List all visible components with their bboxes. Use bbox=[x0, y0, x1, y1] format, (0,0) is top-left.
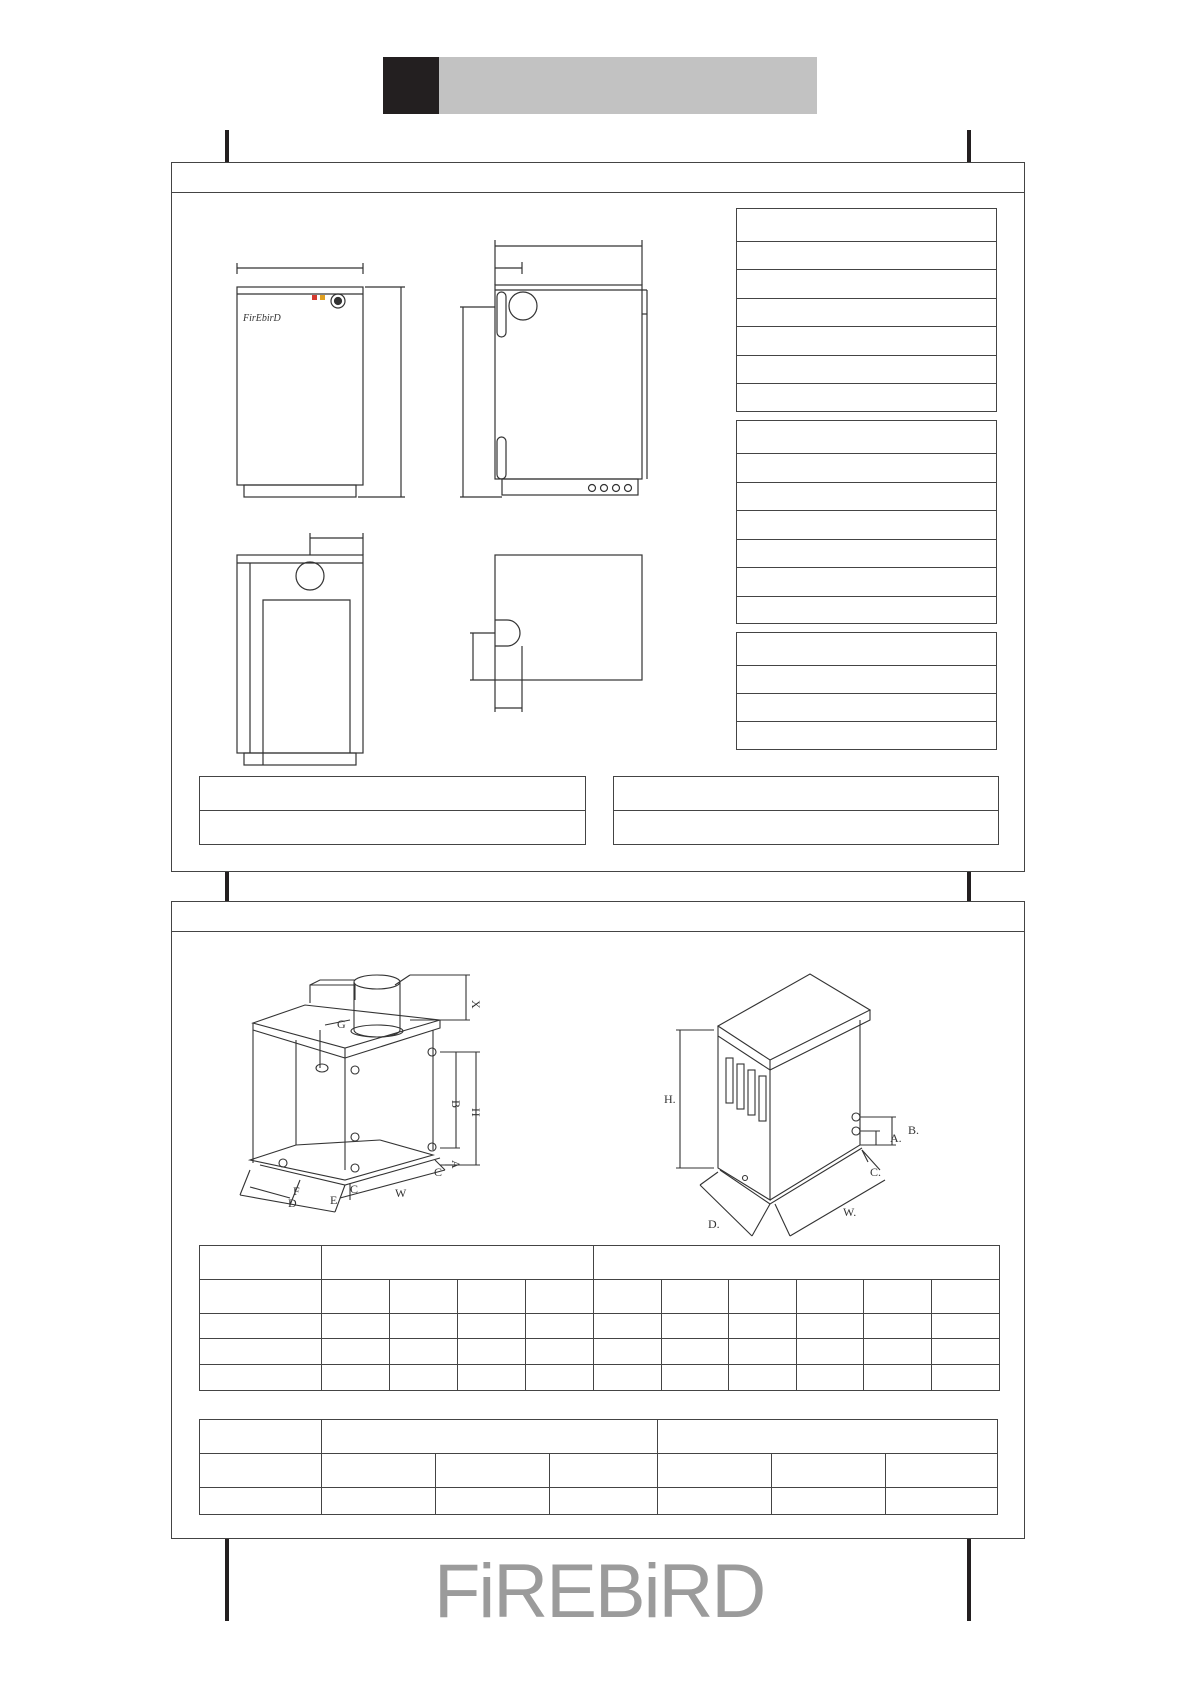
table-cell bbox=[322, 1420, 658, 1454]
table-cell bbox=[662, 1365, 729, 1391]
table-cell bbox=[200, 1314, 322, 1339]
table-cell bbox=[594, 1246, 1000, 1280]
table-cell bbox=[932, 1314, 1000, 1339]
table-cell bbox=[886, 1488, 998, 1515]
label-a: A bbox=[449, 1160, 463, 1169]
table-cell bbox=[658, 1454, 772, 1488]
table-row bbox=[200, 1280, 1000, 1314]
table-cell bbox=[594, 1339, 662, 1365]
table-cell bbox=[526, 1339, 594, 1365]
table-cell bbox=[322, 1339, 390, 1365]
label-h: H bbox=[469, 1108, 483, 1117]
table-cell bbox=[322, 1454, 436, 1488]
table-cell bbox=[458, 1314, 526, 1339]
table-cell bbox=[797, 1280, 864, 1314]
label-c-left: C bbox=[350, 1182, 359, 1196]
table-cell bbox=[200, 1420, 322, 1454]
table-cell bbox=[526, 1365, 594, 1391]
table-cell bbox=[797, 1339, 864, 1365]
table-cell bbox=[390, 1365, 458, 1391]
front-brand-label: FirEbirD bbox=[243, 313, 281, 324]
label-x: X bbox=[469, 1000, 483, 1009]
table-cell bbox=[864, 1365, 932, 1391]
table-cell bbox=[458, 1339, 526, 1365]
table-cell bbox=[662, 1280, 729, 1314]
table-cell bbox=[436, 1488, 550, 1515]
table-cell bbox=[436, 1454, 550, 1488]
label-g: G bbox=[337, 1017, 346, 1031]
table-cell bbox=[390, 1280, 458, 1314]
label-b2: B. bbox=[908, 1123, 920, 1137]
table-cell bbox=[594, 1314, 662, 1339]
label-c2: C. bbox=[870, 1165, 882, 1179]
table-cell bbox=[322, 1280, 390, 1314]
table-row bbox=[200, 1420, 998, 1454]
table-cell bbox=[322, 1246, 594, 1280]
table-cell bbox=[200, 1280, 322, 1314]
table-cell bbox=[932, 1339, 1000, 1365]
table-cell bbox=[322, 1314, 390, 1339]
table-cell bbox=[932, 1280, 1000, 1314]
table-cell bbox=[200, 1339, 322, 1365]
label-c-right: C bbox=[434, 1165, 443, 1179]
table-cell bbox=[662, 1314, 729, 1339]
table-cell bbox=[200, 1488, 322, 1515]
table-cell bbox=[390, 1314, 458, 1339]
perspective-cabinet-wireframe bbox=[240, 975, 480, 1212]
label-w2: W. bbox=[843, 1205, 857, 1219]
label-b: B bbox=[449, 1100, 463, 1109]
table-row bbox=[200, 1246, 1000, 1280]
table-cell bbox=[200, 1246, 322, 1280]
dimensions-table-1 bbox=[199, 1245, 1000, 1391]
table-cell bbox=[864, 1280, 932, 1314]
label-f: F bbox=[293, 1184, 300, 1198]
table-cell bbox=[886, 1454, 998, 1488]
table-cell bbox=[550, 1454, 658, 1488]
label-h2: H. bbox=[664, 1092, 676, 1106]
table-cell bbox=[864, 1314, 932, 1339]
table-cell bbox=[729, 1339, 797, 1365]
firebird-logo: FiREBiRD bbox=[434, 1549, 765, 1634]
table-cell bbox=[662, 1339, 729, 1365]
label-w: W bbox=[395, 1186, 407, 1200]
table-cell bbox=[772, 1454, 886, 1488]
table-cell bbox=[200, 1454, 322, 1488]
label-a2: A. bbox=[890, 1131, 902, 1145]
table-cell bbox=[322, 1488, 436, 1515]
table-cell bbox=[390, 1339, 458, 1365]
table-cell bbox=[729, 1314, 797, 1339]
label-d: D bbox=[288, 1196, 297, 1210]
table-row bbox=[200, 1339, 1000, 1365]
table-cell bbox=[797, 1314, 864, 1339]
table-cell bbox=[729, 1280, 797, 1314]
table-cell bbox=[526, 1314, 594, 1339]
table-row bbox=[200, 1314, 1000, 1339]
table-cell bbox=[458, 1365, 526, 1391]
table-cell bbox=[772, 1488, 886, 1515]
table-row bbox=[200, 1454, 998, 1488]
table-cell bbox=[594, 1280, 662, 1314]
table-cell bbox=[797, 1365, 864, 1391]
table-cell bbox=[594, 1365, 662, 1391]
table-cell bbox=[658, 1420, 998, 1454]
table-cell bbox=[200, 1365, 322, 1391]
perspective-boiler-exterior bbox=[676, 974, 896, 1236]
table-row bbox=[200, 1365, 1000, 1391]
table-cell bbox=[526, 1280, 594, 1314]
table-cell bbox=[458, 1280, 526, 1314]
table-cell bbox=[932, 1365, 1000, 1391]
table-cell bbox=[729, 1365, 797, 1391]
table-cell bbox=[322, 1365, 390, 1391]
table-row bbox=[200, 1488, 998, 1515]
dimensions-table-2 bbox=[199, 1419, 998, 1515]
table-cell bbox=[864, 1339, 932, 1365]
label-e: E bbox=[330, 1193, 338, 1207]
table-cell bbox=[658, 1488, 772, 1515]
table-cell bbox=[550, 1488, 658, 1515]
label-d2: D. bbox=[708, 1217, 720, 1231]
